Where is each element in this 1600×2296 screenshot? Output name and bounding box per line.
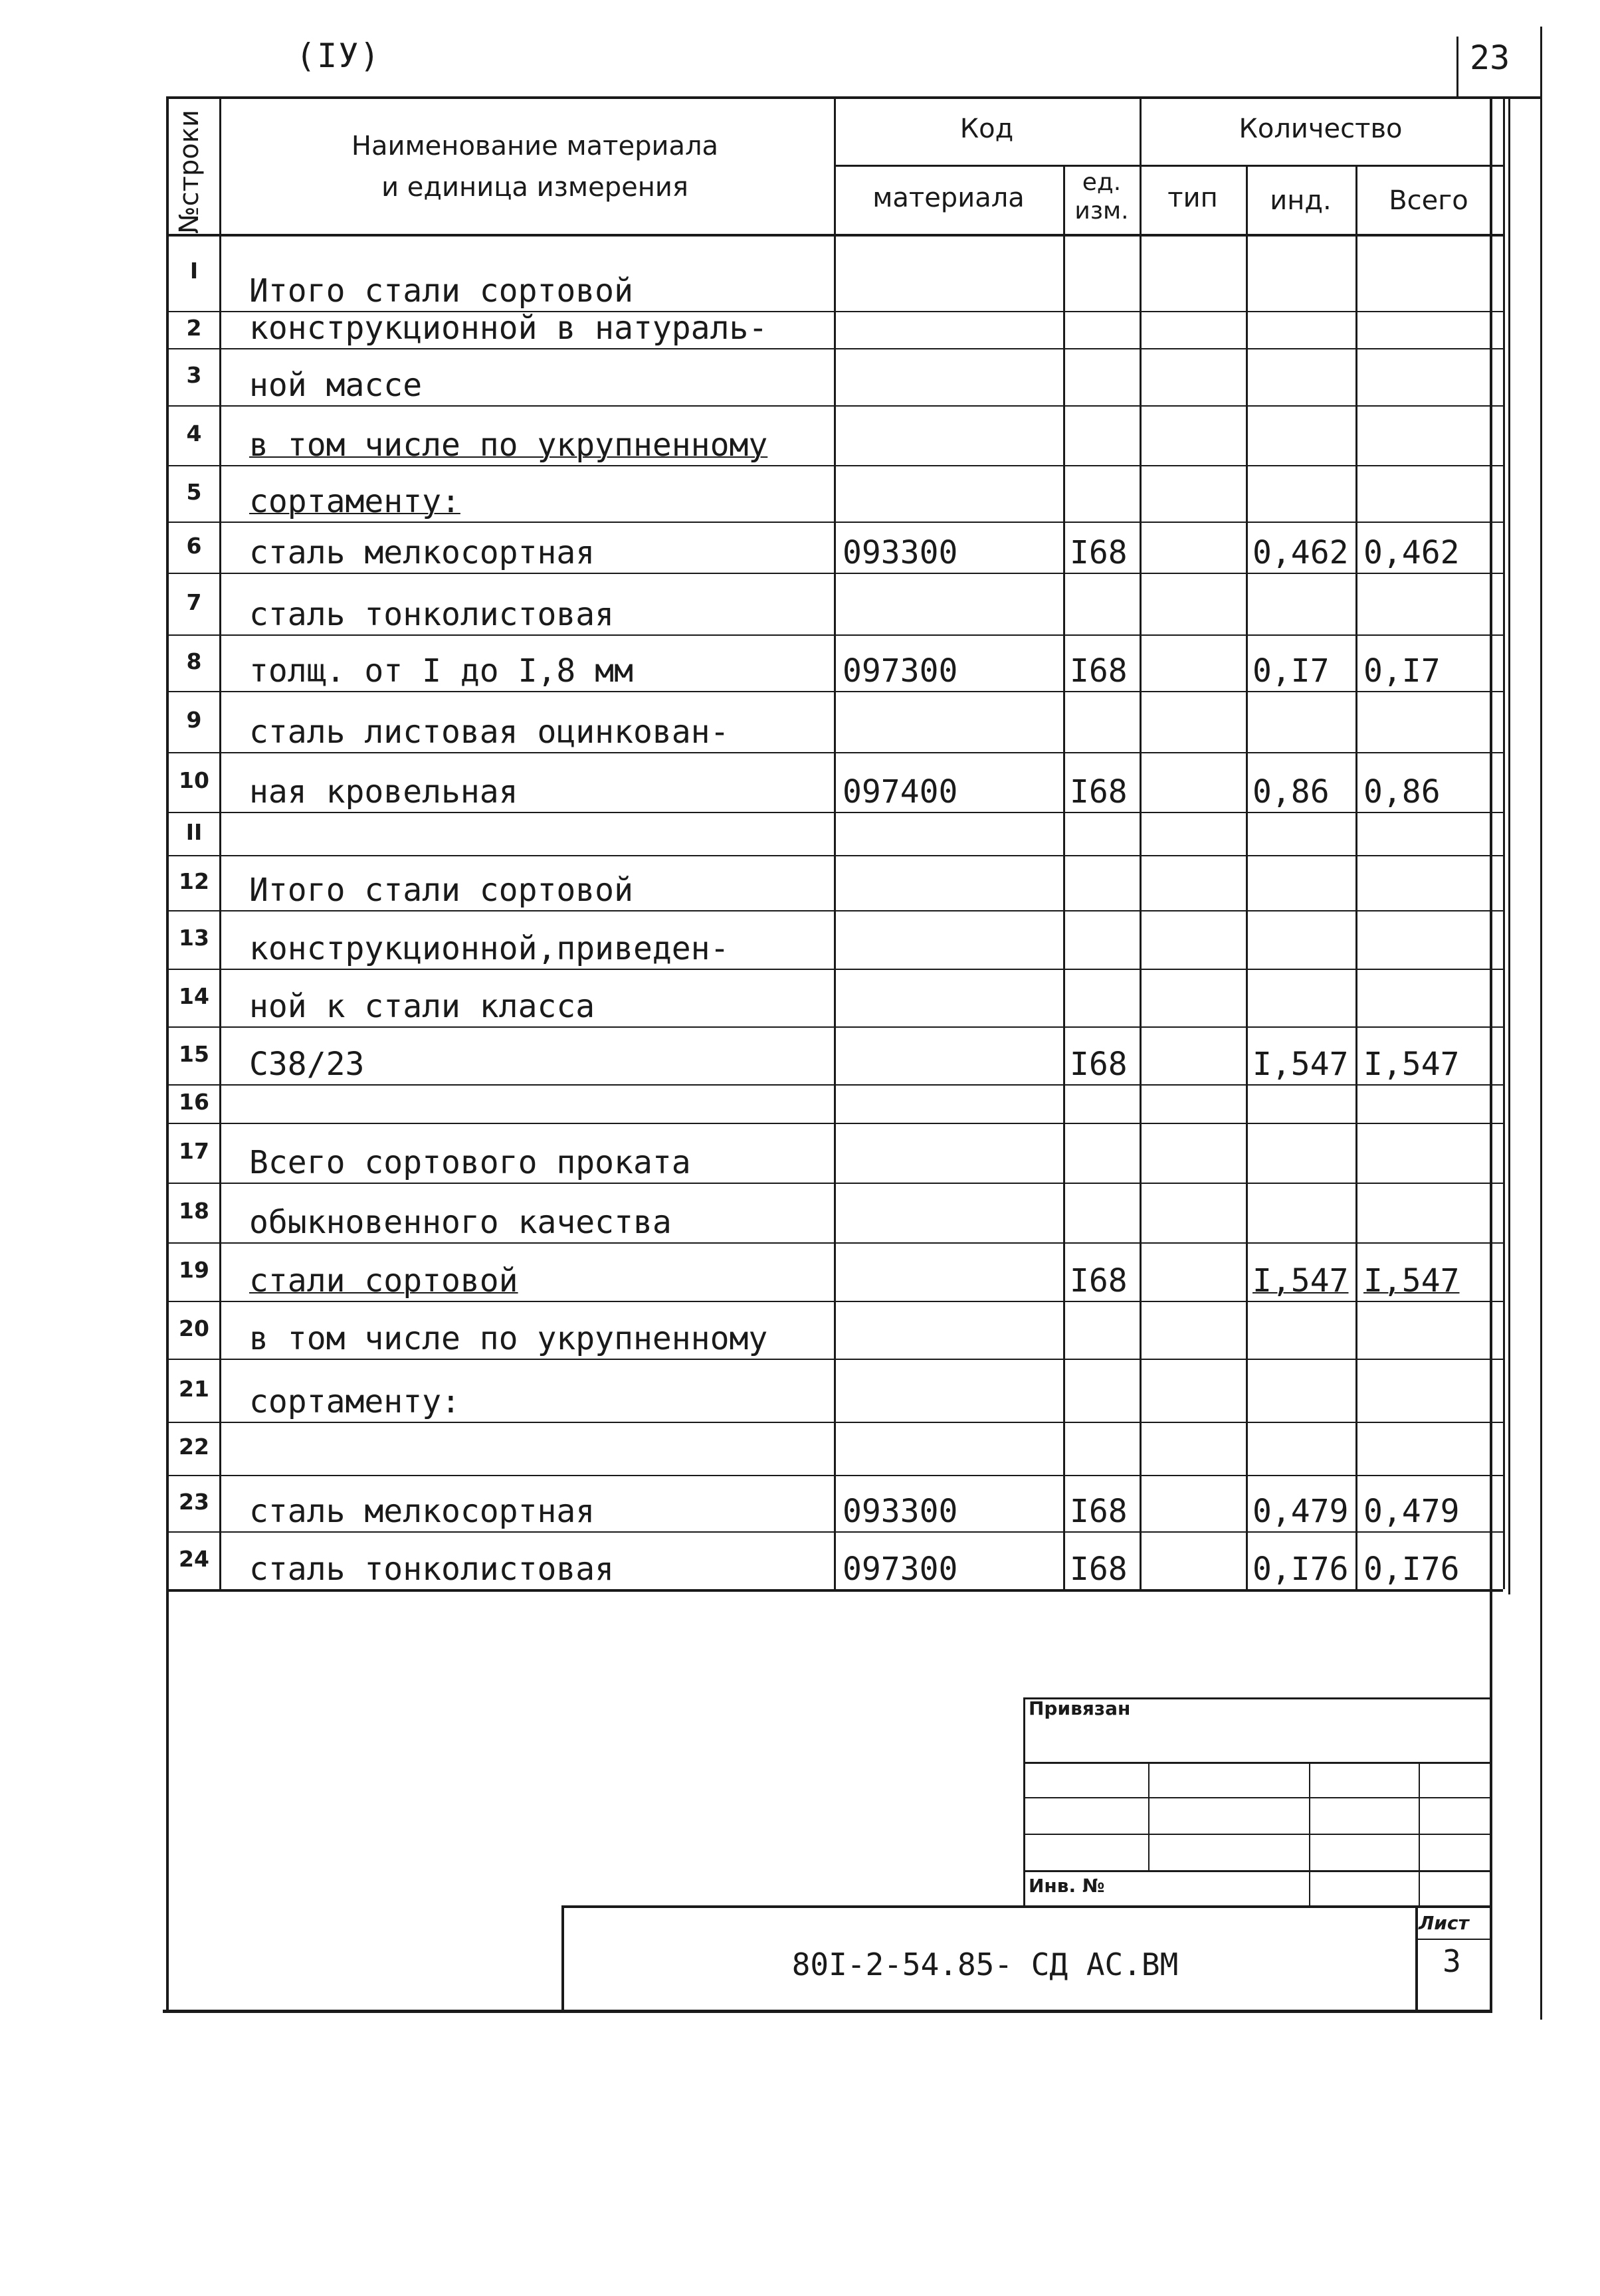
grid-line: [166, 1242, 1503, 1244]
type-header: тип: [1167, 183, 1218, 213]
row-number: 6: [186, 532, 202, 559]
grid-line: [166, 1084, 1503, 1086]
row-total-cell: 0,479: [1363, 1493, 1460, 1530]
grid-line: [166, 910, 1503, 911]
row-number: 4: [186, 421, 202, 446]
grid-line: [1023, 1697, 1025, 1905]
row-number: 19: [179, 1257, 209, 1283]
ind-header: инд.: [1270, 185, 1332, 216]
grid-line: [1063, 165, 1065, 1589]
row-number: 24: [179, 1545, 209, 1572]
row-number: 10: [179, 767, 209, 793]
grid-line: [1540, 27, 1542, 2020]
document-number: 80I-2-54.85- СД АС.ВМ: [791, 1947, 1179, 1982]
row-ind-cell: I,547: [1252, 1262, 1349, 1299]
row-ind-cell: 0,462: [1252, 534, 1349, 571]
row-ind-cell: 0,I7: [1252, 652, 1330, 690]
row-name-cell: сталь мелкосортная: [249, 1493, 595, 1530]
row-number: 18: [179, 1198, 209, 1224]
grid-line: [163, 2010, 1492, 2013]
row-unit-cell: I68: [1070, 1551, 1128, 1588]
grid-line: [166, 969, 1503, 970]
row-unit-cell: I68: [1070, 773, 1128, 811]
grid-line: [166, 1183, 1503, 1184]
grid-line: [166, 1589, 1503, 1592]
row-number: 9: [186, 707, 202, 733]
sheet-number: 3: [1443, 1943, 1461, 1979]
row-name-cell: конструкционной в натураль-: [249, 310, 768, 347]
grid-line: [166, 96, 1540, 99]
row-total-cell: 0,I76: [1363, 1551, 1460, 1588]
row-name-cell: ной массе: [249, 367, 423, 404]
grid-line: [1419, 1762, 1420, 1905]
row-number: 3: [186, 362, 202, 388]
row-total-cell: 0,86: [1363, 773, 1441, 811]
row-name-cell: сталь мелкосортная: [249, 534, 595, 571]
row-name-cell: ной к стали класса: [249, 988, 595, 1025]
row-number: 8: [186, 648, 202, 674]
grid-line: [1508, 96, 1510, 1594]
grid-line: [1490, 96, 1492, 2010]
row-name-cell: в том числе по укрупненному: [249, 1320, 768, 1357]
row-number: 7: [186, 589, 202, 615]
grid-line: [166, 348, 1503, 349]
row-number: 2: [186, 315, 202, 341]
grid-line: [166, 812, 1503, 813]
grid-line: [166, 1026, 1503, 1028]
row-number: 23: [179, 1488, 209, 1515]
row-ind-cell: 0,I76: [1252, 1551, 1349, 1588]
grid-line: [1456, 37, 1458, 96]
row-total-cell: I,547: [1363, 1262, 1460, 1299]
row-ind-cell: I,547: [1252, 1046, 1349, 1083]
row-name-cell: сортаменту:: [249, 483, 460, 520]
total-header: Всего: [1389, 185, 1468, 216]
row-name-cell: конструкционной,приведен-: [249, 930, 730, 967]
grid-line: [166, 1301, 1503, 1302]
row-unit-cell: I68: [1070, 534, 1128, 571]
row-total-cell: 0,462: [1363, 534, 1460, 571]
grid-line: [166, 573, 1503, 574]
unit-header-line1: ед.: [1082, 169, 1122, 196]
grid-line: [166, 522, 1503, 523]
grid-line: [166, 1475, 1503, 1476]
grid-line: [166, 1422, 1503, 1423]
row-number: 22: [179, 1434, 209, 1460]
grid-line: [561, 1905, 1490, 1908]
row-name-cell: сталь листовая оцинкован-: [249, 714, 730, 751]
linked-label: Привязан: [1029, 1697, 1131, 1719]
code-header: Код: [959, 114, 1014, 144]
grid-line: [834, 165, 1503, 167]
row-code-cell: 097300: [843, 652, 958, 690]
name-header-line2: и единица измерения: [381, 172, 688, 203]
row-name-cell: сталь тонколистовая: [249, 596, 615, 633]
row-name-cell: обыкновенного качества: [249, 1204, 672, 1241]
grid-line: [166, 855, 1503, 856]
row-name-cell: в том числе по укрупненному: [249, 427, 768, 464]
row-name-cell: сортаменту:: [249, 1383, 460, 1420]
grid-line: [166, 1531, 1503, 1533]
grid-line: [1415, 1939, 1490, 1940]
grid-line: [166, 752, 1503, 753]
row-number: 20: [179, 1315, 209, 1341]
row-code-cell: 093300: [843, 1493, 958, 1530]
grid-line: [166, 405, 1503, 407]
name-header-line1: Наименование материала: [351, 131, 719, 161]
material-header: материала: [872, 183, 1025, 213]
row-ind-cell: 0,479: [1252, 1493, 1349, 1530]
row-ind-cell: 0,86: [1252, 773, 1330, 811]
grid-line: [1148, 1762, 1150, 1870]
row-unit-cell: I68: [1070, 1493, 1128, 1530]
row-total-cell: 0,I7: [1363, 652, 1441, 690]
row-name-cell: Всего сортового проката: [249, 1144, 691, 1181]
page-number: 23: [1470, 39, 1510, 77]
row-number: 17: [179, 1138, 209, 1164]
row-number: 21: [179, 1375, 209, 1402]
row-name-cell: сталь тонколистовая: [249, 1551, 615, 1588]
grid-line: [1355, 165, 1357, 1589]
row-name-cell: Итого стали сортовой: [249, 272, 633, 310]
row-name-cell: толщ. от I до I,8 мм: [249, 652, 633, 690]
row-number: 14: [179, 983, 209, 1009]
sheet-label: Лист: [1419, 1912, 1469, 1934]
row-name-cell: ная кровельная: [249, 773, 518, 811]
grid-line: [1140, 96, 1142, 1589]
grid-line: [1309, 1762, 1310, 1905]
grid-line: [166, 465, 1503, 466]
grid-line: [1503, 96, 1505, 1589]
grid-line: [1246, 165, 1248, 1589]
row-number-header: №строки: [174, 110, 205, 234]
row-number: 15: [179, 1040, 209, 1067]
inventory-number-label: Инв. №: [1029, 1875, 1105, 1897]
row-name-cell: Итого стали сортовой: [249, 872, 633, 909]
row-unit-cell: I68: [1070, 652, 1128, 690]
grid-line: [166, 634, 1503, 636]
row-number: 13: [179, 925, 209, 951]
row-unit-cell: I68: [1070, 1262, 1128, 1299]
row-number: 16: [179, 1089, 209, 1115]
row-number: 12: [179, 868, 209, 894]
row-name-cell: С38/23: [249, 1046, 365, 1083]
row-name-cell: стали сортовой: [249, 1262, 518, 1299]
grid-line: [834, 96, 836, 1589]
quantity-header: Количество: [1239, 114, 1403, 144]
row-number: 5: [186, 478, 202, 505]
row-number: II: [185, 818, 203, 845]
row-code-cell: 093300: [843, 534, 958, 571]
unit-header-line2: изм.: [1074, 197, 1129, 225]
row-unit-cell: I68: [1070, 1046, 1128, 1083]
row-total-cell: I,547: [1363, 1046, 1460, 1083]
grid-line: [166, 1123, 1503, 1124]
row-number: I: [189, 258, 199, 284]
section-label: (IУ): [296, 37, 381, 75]
grid-line: [166, 1359, 1503, 1360]
grid-line: [166, 691, 1503, 692]
row-code-cell: 097400: [843, 773, 958, 811]
row-code-cell: 097300: [843, 1551, 958, 1588]
